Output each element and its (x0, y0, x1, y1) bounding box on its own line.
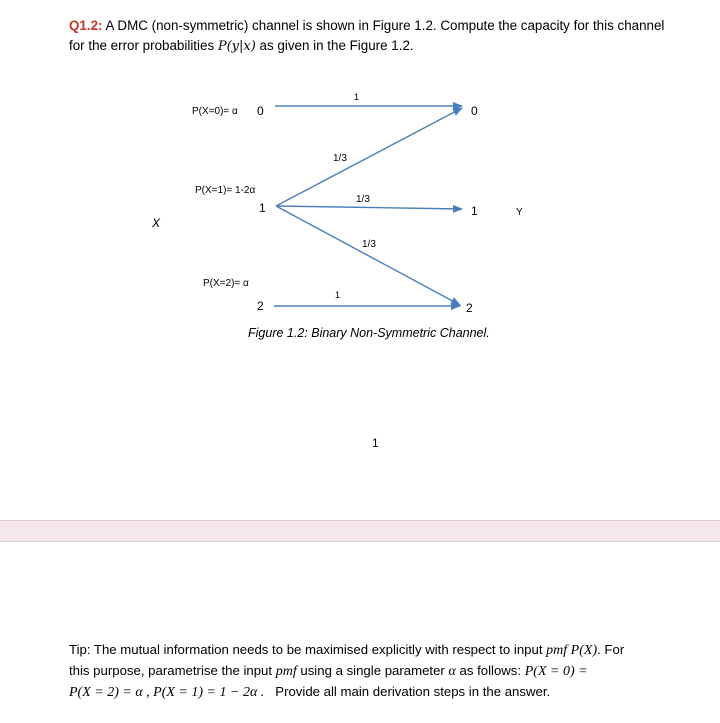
input-symbol-2: 2 (257, 299, 264, 313)
prob-1-1: 1/3 (356, 194, 370, 205)
tip-math-p0: P(X = 0) = (524, 664, 588, 679)
input-symbol-1: 1 (259, 201, 266, 215)
input-variable: X (152, 216, 161, 230)
tip-math-params: P(X = 2) = α , P(X = 1) = 1 − 2α . (69, 685, 265, 700)
tip-line2c: as follows: (455, 663, 525, 678)
input-prob-2: P(X=2)= α (203, 278, 249, 289)
tip-line2a: this purpose, parametrise the input (69, 663, 276, 678)
tip-pmf-1: pmf (546, 643, 568, 658)
tip-line3b: Provide all main derivation steps in the answer. (264, 684, 551, 699)
edge-1-0 (276, 108, 462, 206)
page-separator (0, 520, 720, 542)
input-symbol-0: 0 (257, 104, 264, 118)
edge-1-2 (276, 206, 460, 305)
tip-line1b: . For (597, 642, 625, 657)
channel-diagram (0, 0, 720, 330)
question-label: Q1.2: (69, 18, 103, 33)
tip-pmf-2: pmf (275, 664, 297, 679)
page-number: 1 (372, 436, 379, 450)
output-variable: Y (516, 207, 523, 218)
prob-1-2: 1/3 (362, 239, 376, 250)
output-symbol-1: 1 (471, 204, 478, 218)
question-line1: A DMC (non-symmetric) channel is shown in Figure 1.2. Compute the capacity for this channel (102, 18, 665, 33)
tip-text (69, 640, 699, 703)
tip-alpha: α (448, 664, 456, 679)
question-math: P(y|x) (217, 39, 256, 54)
prob-0-0: 1 (354, 92, 360, 102)
prob-2-2: 1 (335, 290, 341, 300)
prob-1-0: 1/3 (333, 153, 347, 164)
figure-caption: Figure 1.2: Binary Non-Symmetric Channel. (248, 326, 490, 340)
tip-line1a: Tip: The mutual information needs to be maximised explicitly with respect to input (69, 642, 547, 657)
tip-math-px: P(X) (567, 643, 598, 658)
edge-1-1 (276, 206, 462, 209)
question-line2b: as given in the Figure 1.2. (255, 38, 414, 53)
tip-line2b: using a single parameter (296, 663, 449, 678)
question-line2a: for the error probabilities (69, 38, 218, 53)
output-symbol-0: 0 (471, 104, 478, 118)
input-prob-0: P(X=0)= α (192, 106, 238, 117)
input-prob-1: P(X=1)= 1-2α (195, 185, 256, 196)
page-bottom (0, 542, 720, 723)
output-symbol-2: 2 (466, 301, 473, 315)
